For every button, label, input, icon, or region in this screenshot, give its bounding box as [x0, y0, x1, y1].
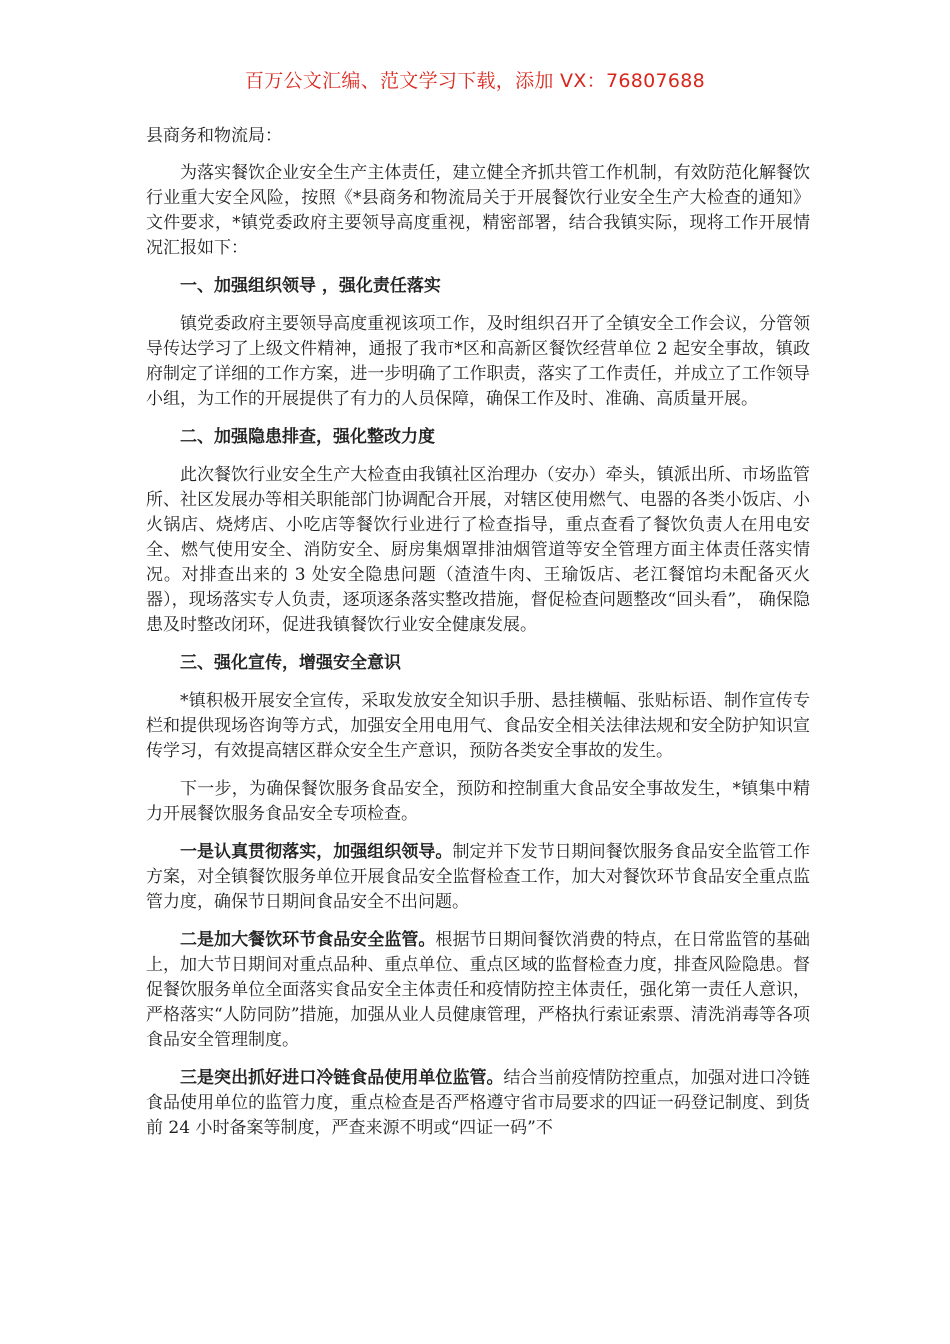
- point-3-paragraph: [146, 1066, 810, 1141]
- section-3-body: *镇积极开展安全宣传，采取发放安全知识手册、悬挂横幅、张贴标语、制作宣传专栏和提供现场咨询等方式，加强安全用电用气、食品安全相关法律法规和安全防护知识宣传学习，有效提高辖区群众安全生产意识，预防各类安全事故的发生。: [146, 691, 810, 761]
- point-1-paragraph: [146, 840, 810, 915]
- watermark-header: 百万公文汇编、范文学习下载，添加 VX：76807688: [244, 70, 706, 92]
- point-2-paragraph: [146, 928, 810, 1053]
- intro-paragraph: 为落实餐饮企业安全生产主体责任，建立健全齐抓共管工作机制，有效防范化解餐饮行业重大安全风险，按照《*县商务和物流局关于开展餐饮行业安全生产大检查的通知》文件要求，*镇党委政府主要领导高度重视，精密部署，结合我镇实际，现将工作开展情况汇报如下：: [146, 163, 810, 258]
- section-3-heading: 三、强化宣传，增强安全意识: [180, 653, 401, 673]
- point-2-lead: 二是加大餐饮环节食品安全监管。: [180, 930, 436, 950]
- point-1-lead: 一是认真贯彻落实，加强组织领导。: [180, 842, 453, 862]
- section-1-heading: 一、加强组织领导 ，强化责任落实: [180, 276, 441, 296]
- section-2-body: 此次餐饮行业安全生产大检查由我镇社区治理办（安办）牵头，镇派出所、市场监管所、社区发展办等相关职能部门协调配合开展，对辖区使用燃气、电器的各类小饭店、小火锅店、烧烤店、小吃店等餐饮行业进行了检查指导，重点查看了餐饮负责人在用电安全、燃气使用安全、消防安全、厨房集烟罩排油烟管道等安全管理方面主体责任落实情况。对排查出来的 3 处安全隐患问题（渣渣牛肉、王瑜饭店、老江餐馆均未配备灭火器），现场落实专人负责，逐项逐条落实整改措施，督促检查问题整改“回头看”， 确保隐患及时整改闭环，促进我镇餐饮行业安全健康发展。: [146, 465, 810, 635]
- point-3-text: 结合当前疫情防控重点，加强对进口冷链食品使用单位的监管力度，重点检查是否严格遵守省市局要求的四证一码登记制度、到货前 24 小时备案等制度，严查来源不明或“四证一码”不: [146, 1068, 811, 1138]
- point-3-lead: 三是突出抓好进口冷链食品使用单位监管。: [180, 1068, 504, 1088]
- next-step-paragraph: 下一步，为确保餐饮服务食品安全，预防和控制重大食品安全事故发生，*镇集中精力开展餐饮服务食品安全专项检查。: [146, 779, 810, 824]
- point-1-text: 制定并下发节日期间餐饮服务食品安全监管工作方案，对全镇餐饮服务单位开展食品安全监督检查工作，加大对餐饮环节食品安全重点监管力度，确保节日期间食品安全不出问题。: [146, 842, 811, 912]
- salutation: 县商务和物流局：: [146, 126, 282, 146]
- document-body: [146, 124, 810, 1141]
- section-2-heading: 二、加强隐患排查，强化整改力度: [180, 427, 435, 447]
- section-1-body: 镇党委政府主要领导高度重视该项工作，及时组织召开了全镇安全工作会议，分管领导传达学习了上级文件精神，通报了我市*区和高新区餐饮经营单位 2 起安全事故，镇政府制定了详细的工作方案，进一步明确了工作职责，落实了工作责任，并成立了工作领导小组，为工作的开展提供了有力的人员保障，确保工作及时、准确、高质量开展。: [146, 314, 810, 409]
- point-2-text: 根据节日期间餐饮消费的特点，在日常监管的基础上，加大节日期间对重点品种、重点单位、重点区域的监督检查力度，排查风险隐患。督促餐饮服务单位全面落实食品安全主体责任和疫情防控主体责任，强化第一责任人意识，严格落实“人防同防”措施，加强从业人员健康管理，严格执行索证索票、清洗消毒等各项食品安全管理制度。: [146, 930, 811, 1050]
